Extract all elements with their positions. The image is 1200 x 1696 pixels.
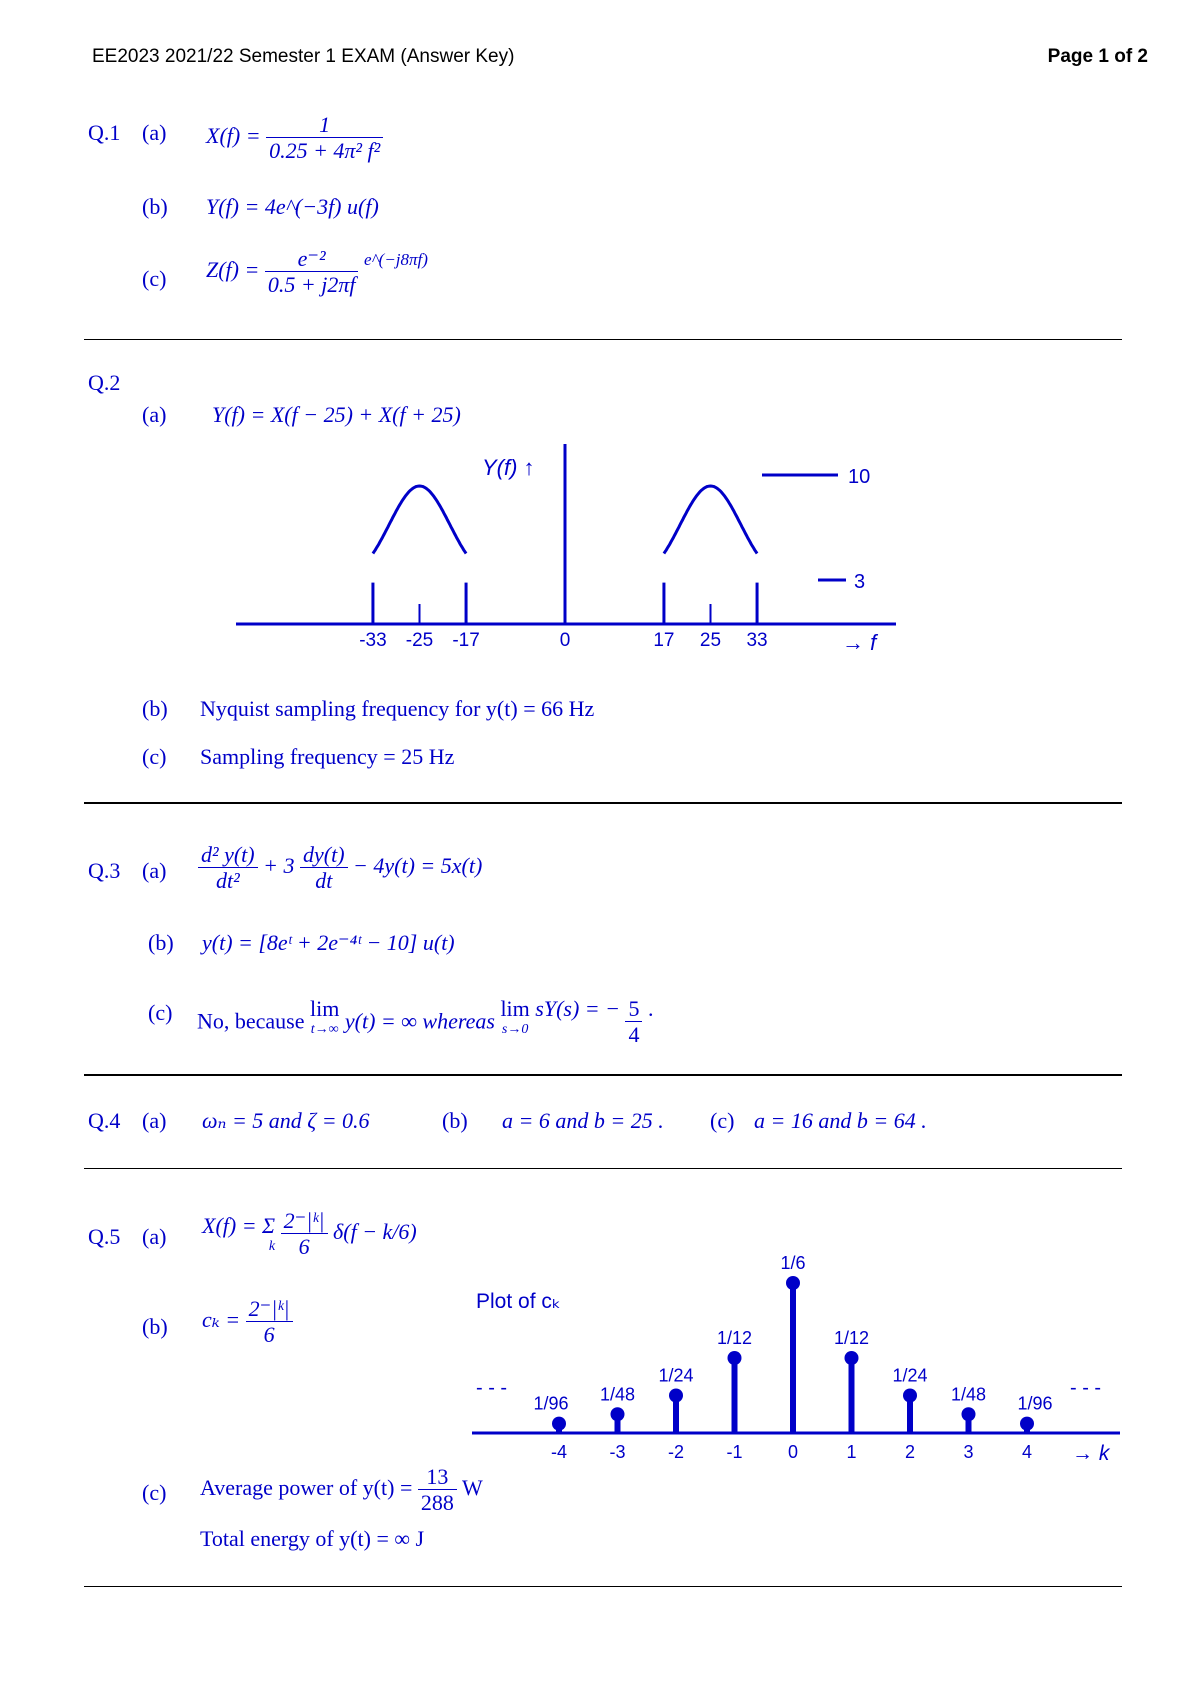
q5-k-tick-label: 4 <box>1021 1442 1033 1462</box>
q2-plot-ticks <box>359 630 767 651</box>
q5-c-text2: Total energy of y(t) = ∞ J <box>200 1526 425 1551</box>
q5-c-unit: W <box>461 1474 483 1500</box>
q5-stem-marker <box>786 1276 800 1290</box>
q3-c-lim1: lim <box>310 996 340 1021</box>
q1-a-denominator: 0.25 + 4π² f² <box>269 138 381 164</box>
q1-b-expr: Y(f) = 4e^(−3f) u(f) <box>206 194 379 219</box>
q5-stem-value-label: 1/12 <box>833 1328 870 1348</box>
q3-c-statement <box>197 996 653 1048</box>
q2-c-label: (c) <box>142 744 167 769</box>
q2-tick-label: 17 <box>653 630 675 651</box>
q3-c-lim1-sub: t→∞ <box>310 1022 339 1037</box>
q2-tick-label: 0 <box>559 630 571 651</box>
q4-c-text: a = 16 and b = 64 . <box>754 1108 927 1133</box>
q3-c-text1: No, because <box>197 1008 305 1034</box>
q5-a-frac-den: 6 <box>298 1234 310 1260</box>
q4-c-label: (c) <box>710 1108 735 1133</box>
q5-stem-value-label: 1/24 <box>892 1365 928 1386</box>
q5-a-lhs: X(f) = Σ <box>202 1212 276 1238</box>
q2-b-text: Nyquist sampling frequency for y(t) = 66 Hz <box>200 696 595 721</box>
q5-ck-plot <box>460 1216 1140 1476</box>
q3-a-frac2-num: dy(t) <box>300 842 348 868</box>
q3-a-frac1-den: dt² <box>215 868 240 894</box>
q5-c-frac-den: 288 <box>420 1490 454 1516</box>
q3-b-expr: y(t) = [8eᵗ + 2e⁻⁴ᵗ − 10] u(t) <box>202 930 455 955</box>
page-number: Page 1 of 2 <box>1047 46 1148 67</box>
q3-c-lim2: lim <box>500 996 530 1021</box>
q3-c-fraction <box>625 996 642 1048</box>
q2-band-curve-2 <box>664 486 757 554</box>
q3-c-limit-2 <box>500 996 529 1038</box>
q5-stem-marker <box>669 1389 683 1403</box>
q3-a-fraction-1 <box>198 842 258 894</box>
q2-tick-label: -17 <box>452 630 480 651</box>
q1-c-label: (c) <box>142 266 167 291</box>
q3-c-text2: y(t) = ∞ whereas <box>344 1008 495 1034</box>
q3-b-label: (b) <box>148 930 174 955</box>
q5-b-lhs: cₖ = <box>202 1306 241 1332</box>
q3-c-lim2-sub: s→0 <box>501 1022 529 1037</box>
q3-a-fraction-2 <box>300 842 348 894</box>
q3-c-end: . <box>647 996 654 1021</box>
q1-number: Q.1 <box>88 120 121 145</box>
q3-c-frac-num: 5 <box>625 996 642 1022</box>
q1-a-numerator: 1 <box>266 112 383 138</box>
q5-c-fraction <box>418 1464 457 1516</box>
q5-a-fraction <box>281 1208 328 1260</box>
q2-a-label: (a) <box>142 402 167 427</box>
q5-b-fraction <box>246 1296 293 1348</box>
q5-a-sum-sub: k <box>268 1238 276 1254</box>
q2-tick-label: 33 <box>746 630 768 651</box>
q5-stem-marker <box>903 1389 917 1403</box>
q4-number: Q.4 <box>88 1108 121 1133</box>
q2-spectrum-plot <box>0 0 1200 680</box>
q2-peak-label: 10 <box>848 466 871 488</box>
q3-number: Q.3 <box>88 858 121 883</box>
q5-a-frac-num: 2⁻|ᵏ| <box>281 1208 328 1234</box>
q5-c-label: (c) <box>142 1480 167 1505</box>
divider-3 <box>84 1074 1122 1076</box>
q2-plot-x-label: → f <box>842 630 877 655</box>
q5-k-tick-label: 3 <box>963 1442 974 1462</box>
q3-c-text3: sY(s) = − <box>535 996 620 1021</box>
q5-b-frac-num: 2⁻|ᵏ| <box>246 1296 293 1322</box>
q3-a-mid: + 3 <box>263 852 295 878</box>
q5-stem-marker <box>845 1351 859 1365</box>
q2-b-label: (b) <box>142 696 168 721</box>
q4-a-label: (a) <box>142 1108 167 1133</box>
q2-tick-label: 25 <box>699 630 722 651</box>
q2-c-text: Sampling frequency = 25 Hz <box>200 744 455 769</box>
q5-ellipsis-left: - - - <box>476 1377 508 1399</box>
q5-plot-stems <box>533 1253 1052 1462</box>
q5-stem-value-label: 1/96 <box>1017 1393 1053 1414</box>
q5-stem-value-label: 1/96 <box>533 1393 569 1414</box>
q5-a-equation <box>202 1208 417 1260</box>
q5-b-equation <box>202 1296 293 1348</box>
q2-plot-y-label: Y(f) ↑ <box>482 455 535 480</box>
q5-k-tick-label: -3 <box>609 1442 626 1462</box>
q5-c-text1: Average power of y(t) = <box>200 1474 413 1500</box>
q5-b-label: (b) <box>142 1314 168 1339</box>
q5-stem-marker <box>962 1407 976 1421</box>
q3-a-equation <box>198 842 482 894</box>
q5-stem-marker <box>1020 1417 1034 1431</box>
q5-stem-marker <box>728 1351 742 1365</box>
q4-a-text: ωₙ = 5 and ζ = 0.6 <box>202 1108 370 1133</box>
q1-c-lhs: Z(f) = <box>206 256 260 282</box>
q2-edge-label: 3 <box>854 571 866 593</box>
q5-k-tick-label: 1 <box>846 1442 857 1462</box>
q4-b-text: a = 6 and b = 25 . <box>502 1108 664 1133</box>
q1-c-denominator: 0.5 + j2πf <box>267 272 356 298</box>
q5-plot-x-label: → k <box>1072 1442 1110 1465</box>
q1-c-tail: e^(−j8πf) <box>363 249 428 269</box>
q5-stem-value-label: 1/48 <box>950 1384 987 1405</box>
q5-k-tick-label: -1 <box>726 1442 743 1462</box>
q5-stem-marker <box>552 1417 566 1431</box>
q3-a-tail: − 4y(t) = 5x(t) <box>353 852 483 878</box>
q5-a-tail: δ(f − k/6) <box>333 1218 417 1244</box>
divider-4 <box>84 1168 1122 1169</box>
q2-a-expr: Y(f) = X(f − 25) + X(f + 25) <box>212 402 461 427</box>
header-title: EE2023 2021/22 Semester 1 EXAM (Answer Key) <box>92 46 515 67</box>
q1-a-label: (a) <box>142 120 167 145</box>
q3-c-label: (c) <box>148 1000 173 1025</box>
q3-a-label: (a) <box>142 858 167 883</box>
q5-number: Q.5 <box>88 1224 121 1249</box>
q5-b-frac-den: 6 <box>263 1322 275 1348</box>
q5-a-label: (a) <box>142 1224 167 1249</box>
q5-a-lhs-group <box>202 1213 275 1255</box>
q1-c-numerator: e⁻² <box>265 246 359 272</box>
divider-5 <box>84 1586 1122 1587</box>
q5-stem-marker <box>611 1407 625 1421</box>
q5-ellipsis-right: - - - <box>1070 1377 1102 1399</box>
q3-a-frac1-num: d² y(t) <box>198 842 258 868</box>
q5-plot-title: Plot of cₖ <box>476 1290 561 1313</box>
q2-number: Q.2 <box>88 370 121 395</box>
q3-a-frac2-den: dt <box>315 868 333 894</box>
q4-b-label: (b) <box>442 1108 468 1133</box>
q5-stem-value-label: 1/48 <box>599 1384 636 1405</box>
q3-c-limit-1 <box>310 996 339 1038</box>
q5-k-tick-label: 0 <box>787 1442 799 1462</box>
q5-k-tick-label: -4 <box>550 1442 568 1462</box>
q5-k-tick-label: -2 <box>667 1442 685 1462</box>
q3-c-frac-den: 4 <box>628 1022 640 1048</box>
divider-2 <box>84 802 1122 804</box>
q2-tick-label: -33 <box>359 630 387 651</box>
q5-stem-value-label: 1/6 <box>780 1253 806 1273</box>
q1-a-lhs: X(f) = <box>206 122 261 148</box>
q5-k-tick-label: 2 <box>904 1442 916 1462</box>
q5-stem-value-label: 1/24 <box>658 1365 694 1386</box>
q5-c-power <box>200 1464 483 1516</box>
q1-b-label: (b) <box>142 194 168 219</box>
q5-c-frac-num: 13 <box>418 1464 457 1490</box>
q5-stem-value-label: 1/12 <box>716 1328 753 1348</box>
q2-tick-label: -25 <box>405 630 434 651</box>
q2-band-curve-1 <box>373 486 466 554</box>
